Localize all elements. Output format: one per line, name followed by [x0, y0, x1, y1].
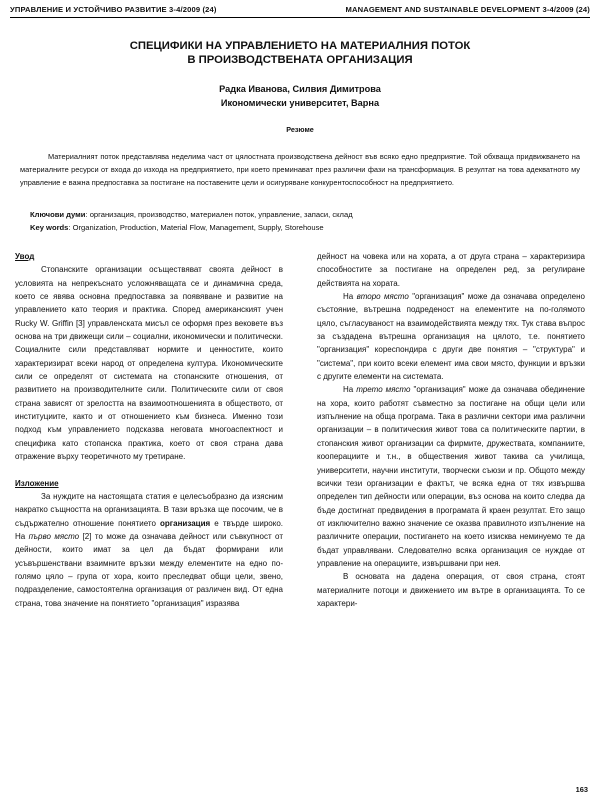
- paper-title: [20, 40, 580, 67]
- body-text-start: За нуждите на настоящата статия е целесъобразно да изясним накратко същността на организацията. В тази връзка ще посочим, че в съдържателно отношение понятието: [15, 491, 283, 528]
- author-names: Радка Иванова, Силвия Димитрова: [219, 84, 381, 94]
- continuation-paragraph: дейност на човека или на хората, а от друга страна – характеризира способностите за постигане на определен ред, за регулиране действията на хората.: [317, 252, 585, 288]
- header-journal-bg: УПРАВЛЕНИЕ И УСТОЙЧИВО РАЗВИТИЕ 3-4/2009 (24): [10, 5, 217, 14]
- left-column: [15, 250, 283, 610]
- p3-text: "организация" може да означава обединение на хора, които работят съвместно за постигане на общи цели или изпълнение на обща програма. Така в различни сектори има различни организации – в политическия живот това са политическите партии, в стопанския живот организации са фирмите, дружествата, компаниите, кооперациите и т.н., в обществения живот такива са училища, университети, научни институти, творчески съюзи и пр. Общото между всички тези организации е фактът, че всяка една от тях извършва определен тип дейности или операции, въз основа на които следва да бъде достигнат предвидения в програмата й краен резултат. Ето защо от изключително важно значение се оказва правилното изпълнение на различните операции, постигането на което изисква неминуемо те да бъдат управлявани. Следователно всяка организация се нуждае от управление на операциите, извършвани при нея.: [317, 385, 585, 568]
- term-organization: организация: [160, 518, 211, 528]
- running-header: [10, 5, 590, 18]
- section-heading-intro: Увод: [15, 252, 35, 261]
- body-text-end: [2] то може да означава дейност или съвкупност от дейности, които имат за цел да бъдат формирани или усъвършенствани взаимните връзки между елементите на едно по-голямо цяло – група от хора, които преследват общи цели, звено, подразделение, самостоятелна организация от различен вид. От една страна, това значение на понятието "организация" изразява: [15, 531, 283, 608]
- term-first-place: първо място: [28, 531, 80, 541]
- page-number: 163: [575, 785, 588, 794]
- author-block: [20, 82, 580, 110]
- p2-text: "организация" може да означава определено състояние, вътрешна подреденост на елементите на по-голямото цяло, съгласуваност на взаимодействията между тях. Тук става въпрос за създадена вътрешна организация на цялото, т.е. понятието "организация" кореспондира с други две понятия – "структура" и "система", при които всеки елемент има свои място, функции и връзки с другите елементи на системата.: [317, 292, 585, 382]
- keywords-en: [20, 222, 580, 235]
- keywords-block: [20, 209, 580, 234]
- right-column: [317, 250, 585, 610]
- operations-paragraph: В основата на дадена операция, от своя страна, стоят материалните потоци и движението им вътре в организацията. То се характери-: [317, 572, 585, 608]
- p2-prefix: На: [343, 292, 357, 302]
- keywords-bg: [20, 209, 580, 222]
- keywords-bg-text: : организация, производство, материален поток, управление, запаси, склад: [85, 210, 353, 219]
- title-line-1: СПЕЦИФИКИ НА УПРАВЛЕНИЕТО НА МАТЕРИАЛНИЯ ПОТОК: [129, 40, 471, 52]
- p3-prefix: На: [343, 385, 357, 395]
- abstract-text: Материалният поток представлява неделима част от цялостната производствена дейност във всяко едно предприятие. Той обхваща придвижването на материалните ресурси от входа до изхода на предприятието, при което преминават през различни фази на трансформация. В резултат на това адекватното му управление е важна предпоставка за постигане на поставените цели и осигуряване конкурентоспособност на предприятието.: [20, 152, 580, 188]
- body-paragraph: [15, 490, 283, 610]
- body-text-mid: е твърде широко. На: [15, 518, 283, 541]
- keywords-en-text: : Organization, Production, Material Flow, Management, Supply, Storehouse: [68, 222, 324, 232]
- third-meaning-paragraph: [317, 383, 585, 570]
- abstract-heading: Резюме: [286, 125, 314, 134]
- section-heading-body: Изложение: [15, 478, 59, 488]
- term-second-place: второ място: [356, 292, 409, 302]
- intro-paragraph: Стопанските организации осъществяват своята дейност в условията на непрекъснато усложняващата се и динамична среда, което се явява основна предпоставка за появяване и развитие на управлението като теория и практика. Според американският учен Rucky W. Griffin [3] управленската мисъл се оформя през вековете въз основа на три движещи сили – социални, икономически и политически. Социалните сили представляват нормите и ценностите, които характеризират всеки народ от определена култура. Икономическите сили се определят от системата на стопанските отношения, от развитието на производителните сили. Политическите сили от своя страна зависят от зрелостта на взаимоотношенията в обществото, от институциите, както и от отношението към бизнеса. Именно този подход към управлението подсказва неговата многоаспектност и специфика като стопанска практика, което от своя страна дава отражение върху теоретичното му третиране.: [15, 265, 283, 462]
- header-journal-en: MANAGEMENT AND SUSTAINABLE DEVELOPMENT 3-4/2009 (24): [345, 5, 590, 14]
- second-meaning-paragraph: [317, 290, 585, 383]
- keywords-bg-label: Ключови думи: [30, 210, 86, 219]
- title-line-2: В ПРОИЗВОДСТВЕНАТА ОРГАНИЗАЦИЯ: [187, 53, 413, 66]
- keywords-en-label: Key words: [30, 222, 69, 232]
- term-third-place: трето място: [356, 385, 411, 395]
- author-affiliation: Икономически университет, Варна: [220, 98, 380, 108]
